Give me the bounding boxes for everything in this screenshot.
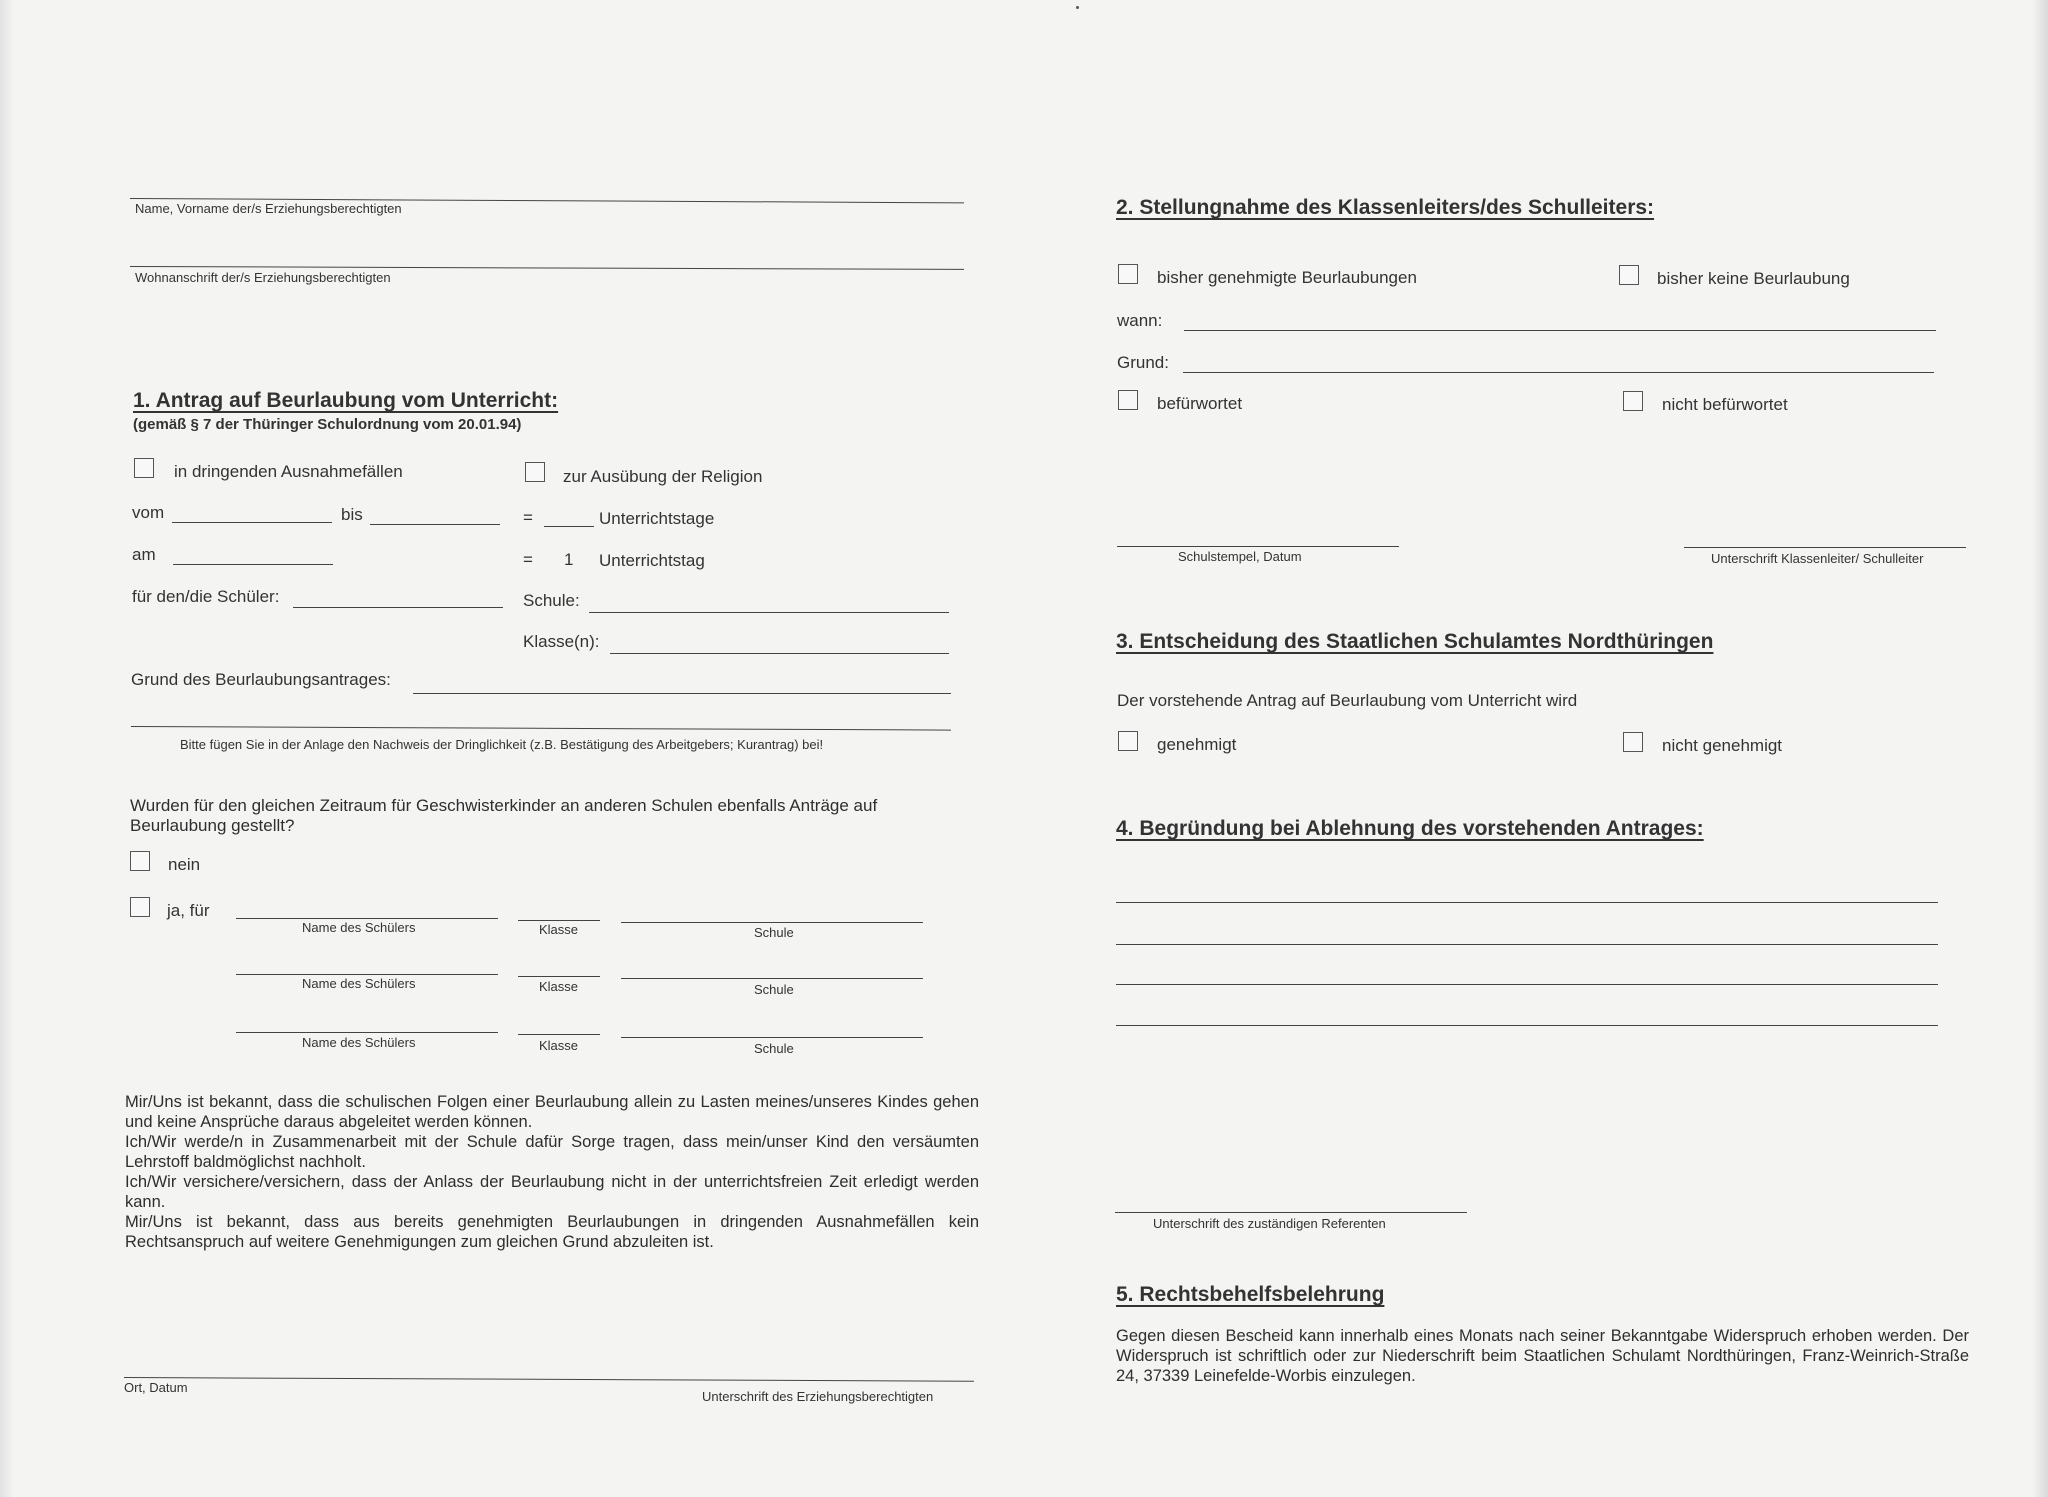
field-bis[interactable]	[370, 524, 500, 525]
field-reason[interactable]	[413, 693, 951, 694]
label-eq-2: =	[523, 550, 533, 569]
stamp-line[interactable]	[1117, 546, 1399, 547]
left-scan-edge	[0, 0, 14, 1497]
label-none-before: bisher keine Beurlaubung	[1657, 269, 1850, 288]
declaration-paragraph: Ich/Wir werde/n in Zusammenarbeit mit der Schule dafür Sorge tragen, dass mein/unser Kind den versäumten Lehrstoff baldmöglichst nachholt.	[125, 1133, 979, 1171]
label-religion: zur Ausübung der Religion	[563, 467, 763, 486]
name-caption: Name, Vorname der/s Erziehungsberechtigten	[135, 201, 402, 216]
decision-text: Der vorstehende Antrag auf Beurlaubung vom Unterricht wird	[1117, 691, 1578, 710]
checkbox-urgent[interactable]	[134, 458, 154, 478]
declaration-paragraph: Mir/Uns ist bekannt, dass aus bereits genehmigten Beurlaubungen in dringenden Ausnahmefällen kein Rechtsanspruch auf weitere Genehmigungen zum gleichen Grund abzuleiten ist.	[125, 1213, 979, 1251]
teacher-signature-caption: Unterschrift Klassenleiter/ Schulleiter	[1711, 551, 1924, 566]
section1-subtitle: (gemäß § 7 der Thüringer Schulordnung vom 20.01.94)	[133, 416, 522, 433]
declaration-paragraph: Mir/Uns ist bekannt, dass die schulischen Folgen einer Beurlaubung allein zu Lasten meines/unseres Kindes gehen und keine Ansprüche daraus abgeleitet werden können.	[125, 1093, 979, 1131]
checkbox-ja[interactable]	[130, 897, 150, 917]
field-wann[interactable]	[1184, 330, 1936, 331]
label-befuerwortet: befürwortet	[1157, 394, 1243, 413]
siblings-question: Wurden für den gleichen Zeitraum für Geschwisterkinder an anderen Schulen ebenfalls Anträge auf Beurlaubung gestellt?	[130, 796, 878, 835]
section3-title: 3. Entscheidung des Staatlichen Schulamtes Nordthüringen	[1116, 630, 1714, 653]
label-school: Schule:	[523, 591, 580, 610]
declaration-block	[125, 1092, 979, 1252]
field-klasse[interactable]	[610, 653, 949, 654]
label-wann: wann:	[1117, 311, 1163, 330]
label-nein: nein	[168, 855, 201, 874]
label-pupil: für den/die Schüler:	[132, 587, 280, 606]
sibling-school-caption: Schule	[754, 982, 794, 997]
section2-title: 2. Stellungnahme des Klassenleiters/des Schulleiters:	[1116, 196, 1655, 219]
declaration-paragraph: Ich/Wir versichere/versichern, dass der Anlass der Beurlaubung nicht in der unterrichtsfreien Zeit erledigt werden kann.	[125, 1173, 979, 1211]
sibling-name-line[interactable]	[236, 974, 498, 975]
section4-title: 4. Begründung bei Ablehnung des vorstehenden Antrages:	[1116, 817, 1704, 840]
label-genehmigt: genehmigt	[1157, 735, 1237, 754]
field-am[interactable]	[173, 564, 333, 565]
label-grund: Grund:	[1117, 353, 1169, 372]
label-granted-before: bisher genehmigte Beurlaubungen	[1157, 268, 1417, 287]
sibling-name-caption: Name des Schülers	[302, 976, 416, 991]
checkbox-nein[interactable]	[130, 851, 150, 871]
label-reason: Grund des Beurlaubungsantrages:	[131, 670, 391, 689]
sibling-name-line[interactable]	[236, 1032, 498, 1033]
label-am: am	[132, 545, 156, 564]
sibling-class-caption: Klasse	[539, 979, 579, 994]
field-grund[interactable]	[1183, 372, 1934, 373]
field-school[interactable]	[589, 612, 949, 613]
checkbox-genehmigt[interactable]	[1118, 731, 1138, 751]
checkbox-none-before[interactable]	[1619, 265, 1639, 285]
sibling-school-caption: Schule	[754, 925, 794, 940]
signature-line[interactable]	[124, 1377, 974, 1382]
sibling-name-line[interactable]	[236, 918, 498, 919]
address-caption: Wohnanschrift der/s Erziehungsberechtigten	[135, 270, 391, 285]
section5-title: 5. Rechtsbehelfsbelehrung	[1116, 1283, 1385, 1306]
sibling-class-line[interactable]	[518, 1034, 600, 1035]
referent-signature-line[interactable]	[1115, 1212, 1467, 1213]
teacher-signature-line[interactable]	[1684, 547, 1966, 548]
reason-line[interactable]	[1116, 902, 1938, 903]
note-proof: Bitte fügen Sie in der Anlage den Nachweis der Dringlichkeit (z.B. Bestätigung des Arbeitgebers; Kurantrag) bei!	[180, 737, 824, 752]
sibling-school-line[interactable]	[621, 1037, 923, 1038]
field-pupil[interactable]	[293, 607, 503, 608]
sibling-class-line[interactable]	[518, 976, 600, 977]
checkbox-befuerwortet[interactable]	[1118, 390, 1138, 410]
sibling-class-line[interactable]	[518, 920, 600, 921]
ort-datum-caption: Ort, Datum	[124, 1380, 188, 1395]
checkbox-granted-before[interactable]	[1118, 264, 1138, 284]
checkbox-nicht-befuerwortet[interactable]	[1623, 391, 1643, 411]
field-reason-2[interactable]	[131, 726, 951, 731]
label-eq-1: =	[523, 508, 533, 527]
label-nicht-genehmigt: nicht genehmigt	[1662, 736, 1783, 755]
sibling-class-caption: Klasse	[539, 1038, 579, 1053]
scan-speck	[1076, 6, 1079, 9]
sibling-name-caption: Name des Schülers	[302, 1035, 416, 1050]
right-scan-edge	[2032, 0, 2048, 1497]
reason-line[interactable]	[1116, 1025, 1938, 1026]
referent-signature-caption: Unterschrift des zuständigen Referenten	[1153, 1216, 1386, 1231]
label-urgent: in dringenden Ausnahmefällen	[174, 462, 403, 481]
label-ja: ja, für	[167, 901, 210, 920]
label-nicht-befuerwortet: nicht befürwortet	[1662, 395, 1788, 414]
reason-line[interactable]	[1116, 944, 1938, 945]
sibling-name-caption: Name des Schülers	[302, 920, 416, 935]
label-vom: vom	[132, 503, 165, 522]
reason-line[interactable]	[1116, 984, 1938, 985]
section1-title: 1. Antrag auf Beurlaubung vom Unterricht:	[133, 389, 559, 412]
checkbox-nicht-genehmigt[interactable]	[1623, 732, 1643, 752]
sibling-class-caption: Klasse	[539, 922, 579, 937]
label-day: Unterrichtstag	[599, 551, 705, 570]
field-vom[interactable]	[172, 522, 332, 523]
label-days: Unterrichtstage	[599, 509, 715, 528]
sibling-school-caption: Schule	[754, 1041, 794, 1056]
checkbox-religion[interactable]	[525, 462, 545, 482]
label-one: 1	[564, 550, 574, 569]
stamp-caption: Schulstempel, Datum	[1178, 549, 1302, 564]
field-days[interactable]	[544, 526, 594, 527]
parent-signature-caption: Unterschrift des Erziehungsberechtigten	[702, 1389, 934, 1404]
sibling-school-line[interactable]	[621, 978, 923, 979]
legal-remedy-text: Gegen diesen Bescheid kann innerhalb eines Monats nach seiner Bekanntgabe Widerspruch erhoben werden. Der Widerspruch ist schriftlich oder zur Niederschrift beim Staatlichen Schulamt Nordthüringen, Franz-Weinrich-Straße 24, 37339 Leinefelde-Worbis einzulegen.	[1116, 1327, 1969, 1385]
sibling-school-line[interactable]	[621, 922, 923, 923]
label-bis: bis	[341, 505, 363, 524]
label-klasse: Klasse(n):	[523, 632, 600, 651]
